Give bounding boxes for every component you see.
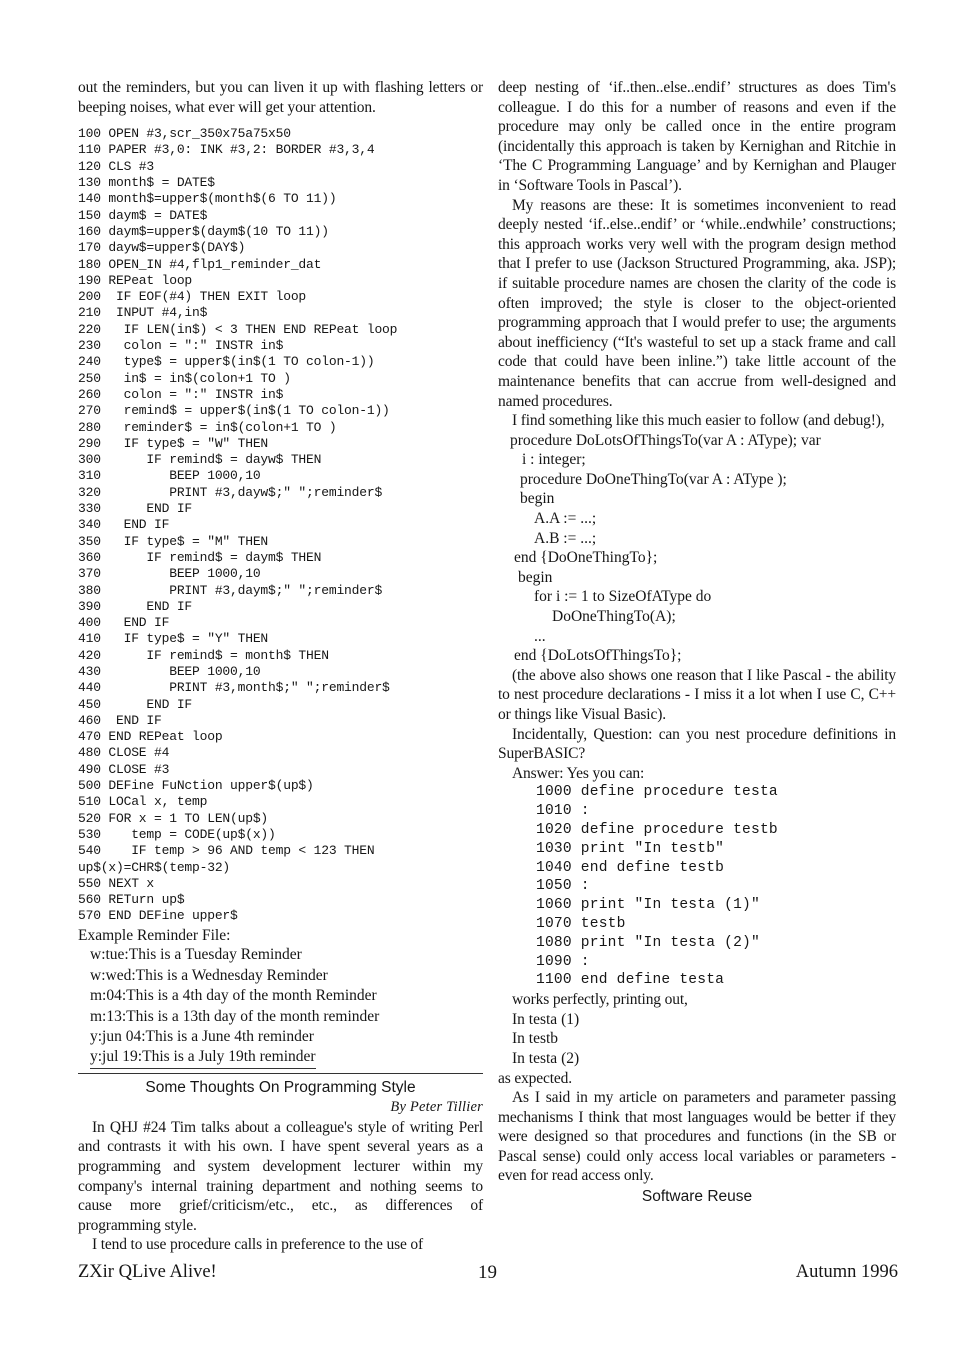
code-line: 350 IF type$ = "M" THEN (78, 533, 269, 549)
code-line: 120 CLS #3 (78, 158, 155, 174)
code-line: 300 IF remind$ = dayw$ THEN (78, 452, 322, 468)
code-line: 100 OPEN #3,scr_350x75a75x50 (78, 126, 291, 142)
right-paragraph-1: deep nesting of ‘if..then..else..endif’ structures as does Tim's colleague. I do this for a number of reasons and even if the procedure may only be called once in the entire program (incidentally this approach is taken by Kernighan and Ritchie in ‘The C Programming Language’ and by Kernighan and Plauger in ‘Software Tools in Pascal’). (498, 79, 896, 194)
left-paragraph-1: In QHJ #24 Tim talks about a colleague's style of writing Perl and contrasts it with his own. I have spent several years as a programming and system development lecturer within my company's internal training department and nothing seems to cause more grief/criticism/etc., etc., as differences of programming style. (78, 1118, 483, 1234)
example-line: m:04:This is a 4th day of the month Reminder (90, 987, 377, 1005)
example-line: w:wed:This is a Wednesday Reminder (90, 966, 328, 984)
code-line: 430 BEEP 1000,10 (78, 663, 261, 679)
magazine-title: ZXir QLive Alive! (78, 1262, 217, 1282)
output-line: In testb (512, 1030, 559, 1048)
code-line: 280 reminder$ = in$(colon+1 TO ) (78, 419, 337, 435)
right-column (498, 78, 896, 1207)
code-line: 460 END IF (78, 712, 162, 728)
superbasic-line: 1060 print "In testa (1)" (536, 897, 760, 914)
code-line: 240 type$ = upper$(in$(1 TO colon-1)) (78, 354, 375, 370)
example-label: Example Reminder File: (78, 926, 231, 944)
superbasic-listing (498, 783, 896, 990)
superbasic-line: 1020 define procedure testb (536, 821, 778, 838)
example-line: y:jun 04:This is a June 4th reminder (90, 1027, 314, 1045)
issue-date: Autumn 1996 (795, 1262, 898, 1282)
code-line: 320 PRINT #3,dayw$;" ";reminder$ (78, 484, 383, 500)
code-line: 310 BEEP 1000,10 (78, 468, 261, 484)
code-line: 130 month$ = DATE$ (78, 175, 215, 191)
pascal-line: for i := 1 to SizeOfAType do (534, 588, 712, 606)
code-line: 510 LOCal x, temp (78, 794, 208, 810)
code-line: 570 END DEFine upper$ (78, 908, 238, 924)
superbasic-line: 1090 : (536, 953, 590, 970)
pascal-line: i : integer; (522, 451, 586, 469)
pascal-line: procedure DoOneThingTo(var A : AType ); (520, 470, 787, 488)
code-line: 500 DEFine FuNction upper$(up$) (78, 778, 314, 794)
section-divider (78, 1073, 483, 1074)
example-line: y:jul 19:This is a July 19th reminder (90, 1047, 316, 1068)
code-line: 370 BEEP 1000,10 (78, 566, 261, 582)
example-file (78, 945, 483, 1068)
pascal-line: A.B := ...; (534, 529, 597, 547)
right-paragraph-3: I find something like this much easier to follow (and debug!), (512, 412, 885, 430)
output-lines (498, 1010, 896, 1069)
code-line: 200 IF EOF(#4) THEN EXIT loop (78, 289, 307, 305)
code-line: 540 IF temp > 96 AND temp < 123 THEN (78, 843, 375, 859)
pascal-line: end {DoOneThingTo}; (514, 549, 658, 567)
pascal-line: begin (520, 490, 555, 508)
code-line: 170 dayw$=upper$(DAY$) (78, 240, 246, 256)
code-line: 250 in$ = in$(colon+1 TO ) (78, 370, 291, 386)
code-line: 530 temp = CODE(up$(x)) (78, 826, 276, 842)
answer-line: Answer: Yes you can: (512, 764, 645, 782)
left-paragraph-2: I tend to use procedure calls in preference to the use of (92, 1236, 424, 1254)
code-line: 180 OPEN_IN #4,flp1_reminder_dat (78, 256, 322, 272)
pascal-line: A.A := ...; (534, 510, 597, 528)
pascal-example (498, 431, 896, 666)
code-line: 330 END IF (78, 501, 193, 517)
pascal-line: begin (518, 568, 553, 586)
superbasic-line: 1100 end define testa (536, 972, 725, 989)
superbasic-line: 1010 : (536, 803, 590, 820)
pascal-line: end {DoLotsOfThingsTo}; (514, 647, 682, 665)
superbasic-line: 1000 define procedure testa (536, 784, 778, 801)
next-section-heading: Software Reuse (641, 1188, 753, 1206)
code-line: 140 month$=upper$(month$(6 TO 11)) (78, 191, 337, 207)
code-line: 420 IF remind$ = month$ THEN (78, 647, 329, 663)
article-title: Some Thoughts On Programming Style (145, 1078, 416, 1096)
pascal-line: DoOneThingTo(A); (552, 608, 676, 626)
code-line: 160 daym$=upper$(daym$(10 TO 11)) (78, 223, 329, 239)
code-line: 440 PRINT #3,month$;" ";reminder$ (78, 680, 390, 696)
expected-line: as expected. (498, 1069, 572, 1087)
code-line: 380 PRINT #3,daym$;" ";reminder$ (78, 582, 383, 598)
superbasic-line: 1030 print "In testb" (536, 840, 725, 857)
superbasic-line: 1070 testb (536, 915, 626, 932)
right-paragraph-4: (the above also shows one reason that I like Pascal - the ability to nest procedure declarations - I miss it a lot when I use C, C++ or things like Visual Basic). (498, 666, 896, 723)
code-line: 470 END REPeat loop (78, 729, 223, 745)
code-line: 270 remind$ = upper$(in$(1 TO colon-1)) (78, 403, 390, 419)
right-paragraph-2: My reasons are these: It is sometimes inconvenient to read deeply nested ‘if..else..endif’ or ‘while..endwhile’ constructions; this approach works very well with the program design method that I prefer to use (Jackson Structured Programming, aka. JSP); if suitable procedure names are chosen the clarity of the code is often improved; the style is closer to the object-oriented programming approach that I would prefer to use; the arguments about inefficiency (“It's wasteful to set up a stack frame and call code that could have been inline.”) take little account of the maintenance benefits that can accrue from well-designed and named procedures. (498, 196, 896, 410)
code-line: 220 IF LEN(in$) < 3 THEN END REPeat loop (78, 321, 398, 337)
code-line: 410 IF type$ = "Y" THEN (78, 631, 269, 647)
code-line: 190 REPeat loop (78, 272, 193, 288)
page-number: 19 (478, 1262, 497, 1283)
output-line: In testa (2) (512, 1049, 580, 1067)
code-line: 520 FOR x = 1 TO LEN(up$) (78, 810, 269, 826)
code-line: 210 INPUT #4,in$ (78, 305, 208, 321)
code-line: 290 IF type$ = "W" THEN (78, 435, 269, 451)
works-line: works perfectly, printing out, (512, 991, 688, 1009)
right-paragraph-6: As I said in my article on parameters and parameter passing mechanisms I think that most languages would be better if they were designed so that procedures and functions (in the SB or Pascal sense) could only access local variables or parameters - even for read access only. (498, 1089, 896, 1185)
code-line: 360 IF remind$ = daym$ THEN (78, 549, 322, 565)
code-line: 340 END IF (78, 517, 170, 533)
example-line: m:13:This is a 13th day of the month reminder (90, 1007, 380, 1025)
pascal-line: ... (534, 627, 546, 645)
superbasic-line: 1040 end define testb (536, 859, 725, 876)
intro-text: out the reminders, but you can liven it up with flashing letters or beeping noises, what ever will get your attention. (78, 79, 483, 116)
code-line: up$(x)=CHR$(temp-32) (78, 859, 231, 875)
basic-listing (78, 126, 483, 925)
code-line: 400 END IF (78, 615, 170, 631)
code-line: 490 CLOSE #3 (78, 761, 170, 777)
code-line: 230 colon = ":" INSTR in$ (78, 338, 284, 354)
byline: By Peter Tillier (390, 1098, 483, 1115)
example-line: w:tue:This is a Tuesday Reminder (90, 946, 302, 964)
code-line: 550 NEXT x (78, 875, 155, 891)
code-line: 260 colon = ":" INSTR in$ (78, 386, 284, 402)
superbasic-line: 1080 print "In testa (2)" (536, 934, 760, 951)
page-footer (78, 1262, 898, 1286)
pascal-line: procedure DoLotsOfThingsTo(var A : AType); var (510, 431, 821, 449)
code-line: 450 END IF (78, 696, 193, 712)
output-line: In testa (1) (512, 1010, 580, 1028)
left-column (78, 78, 483, 1255)
superbasic-line: 1050 : (536, 878, 590, 895)
code-line: 110 PAPER #3,0: INK #3,2: BORDER #3,3,4 (78, 142, 375, 158)
right-paragraph-5: Incidentally, Question: can you nest procedure definitions in SuperBASIC? (498, 725, 896, 763)
code-line: 150 daym$ = DATE$ (78, 207, 208, 223)
code-line: 390 END IF (78, 598, 193, 614)
code-line: 480 CLOSE #4 (78, 745, 170, 761)
code-line: 560 RETurn up$ (78, 892, 185, 908)
